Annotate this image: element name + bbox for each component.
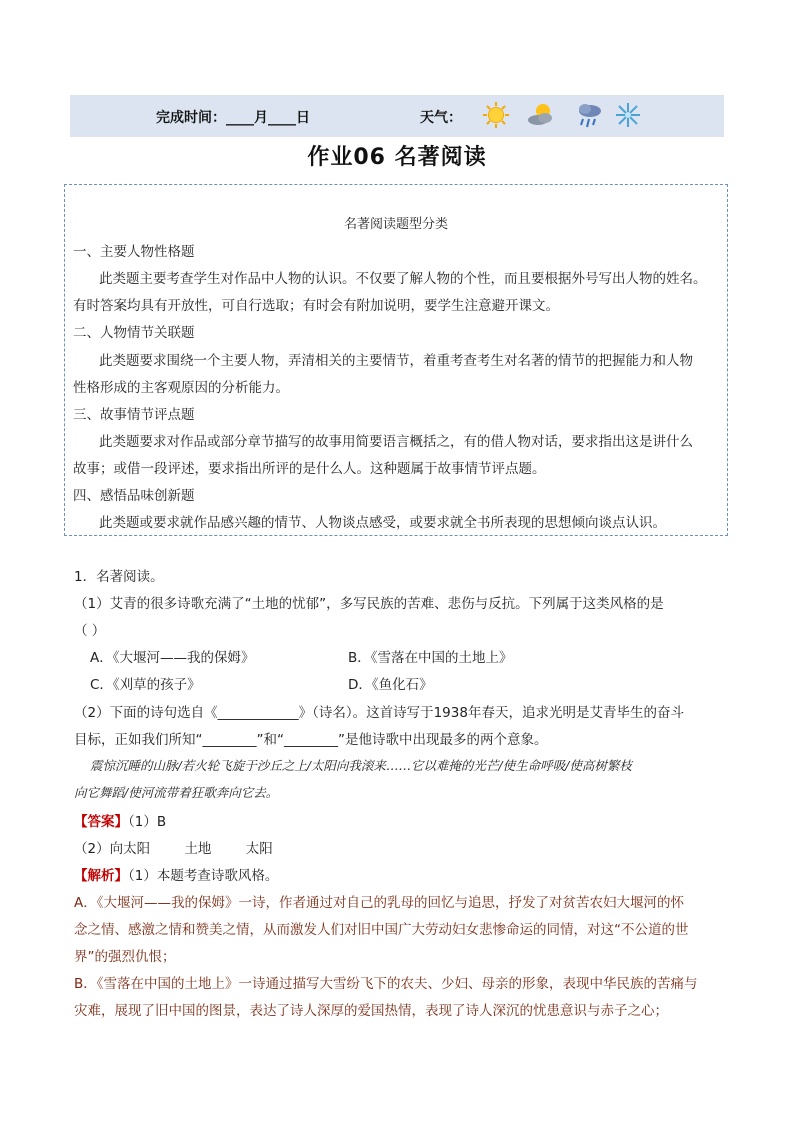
analysis-line: B．《雪落在中国的土地上》一诗通过描写大雪纷飞下的农夫、少妇、母亲的形象，表现中华民族的苦痛与 <box>74 976 698 992</box>
answer-tag: 【答案】 <box>74 814 128 830</box>
question-type-guide-box <box>64 184 728 536</box>
analysis-line: 灾难，展现了旧中国的图景，表达了诗人深厚的爱国热情，表现了诗人深沉的忧患意识与赤子之心； <box>74 1003 668 1019</box>
option-c: C．《刈草的孩子》 <box>90 677 201 693</box>
guide-section-heading: 四、感悟品味创新题 <box>73 488 195 504</box>
guide-paragraph-line: 此类题要求对作品或部分章节描写的故事用简要语言概括之，有的借人物对话，要求指出这是讲什么 <box>99 434 693 450</box>
answer-part1: （1）B <box>128 814 167 830</box>
analysis-intro: （1）本题考查诗歌风格。 <box>128 868 279 884</box>
answer-part2: （2）向太阳 土地 太阳 <box>74 841 273 857</box>
poem-excerpt-line: 向它舞蹈/使河流带着狂歌奔向它去。 <box>74 785 279 800</box>
guide-paragraph-line: 此类题主要考查学生对作品中人物的认识。不仅要了解人物的个性，而且要根据外号写出人物的姓名。 <box>99 271 707 287</box>
header-bar <box>70 95 724 137</box>
sun-icon <box>482 101 510 133</box>
snow-icon <box>614 101 642 133</box>
option-b: B．《雪落在中国的土地上》 <box>348 650 513 666</box>
question-part2-text: 目标，正如我们所知“________”和“________”是他诗歌中出现最多的两个意象。 <box>74 732 548 748</box>
guide-paragraph-line: 故事；或借一段评述，要求指出所评的是什么人。这种题属于故事情节评点题。 <box>73 461 546 477</box>
option-a: A．《大堰河——我的保姆》 <box>90 650 255 666</box>
guide-heading: 名著阅读题型分类 <box>343 217 448 232</box>
guide-section-heading: 一、主要人物性格题 <box>73 244 195 260</box>
weather-label: 天气： <box>420 110 462 126</box>
guide-paragraph-line: 此类题要求围绕一个主要人物，弄清相关的主要情节，着重考查考生对名著的情节的把握能力和人物 <box>99 353 693 369</box>
guide-paragraph-line: 有时答案均具有开放性，可自行选取；有时会有附加说明，要学生注意避开课文。 <box>73 298 559 314</box>
poem-excerpt-line: 震惊沉睡的山脉/若火轮飞旋于沙丘之上/太阳向我滚来……它以难掩的光芒/使生命呼吸/使高树繁枝 <box>90 758 632 773</box>
answer-blank: （ ） <box>74 623 106 639</box>
partly-cloudy-icon <box>526 101 556 133</box>
analysis-tag: 【解析】 <box>74 868 128 884</box>
rain-icon <box>576 101 604 135</box>
question-part1-text: （1）艾青的很多诗歌充满了“土地的忧郁”，多写民族的苦难、悲伤与反抗。下列属于这类风格的是 <box>74 596 664 612</box>
analysis-line: 念之情、感激之情和赞美之情，从而激发人们对旧中国广大劳动妇女悲惨命运的同情，对这“不公道的世 <box>74 922 689 938</box>
question-number: 1．名著阅读。 <box>74 569 164 585</box>
option-d: D．《鱼化石》 <box>348 677 433 693</box>
guide-paragraph-line: 此类题或要求就作品感兴趣的情节、人物谈点感受，或要求就全书所表现的思想倾向谈点认识。 <box>99 515 666 531</box>
guide-section-heading: 二、人物情节关联题 <box>73 325 195 341</box>
analysis-row <box>74 864 278 884</box>
analysis-line: A．《大堰河——我的保姆》一诗，作者通过对自己的乳母的回忆与追思，抒发了对贫苦农妇大堰河的怀 <box>74 895 684 911</box>
answer-row <box>74 810 166 830</box>
guide-paragraph-line: 性格形成的主客观原因的分析能力。 <box>73 380 289 396</box>
question-part2-text: （2）下面的诗句选自《____________》（诗名）。这首诗写于1938年春天，追求光明是艾青毕生的奋斗 <box>74 705 684 721</box>
analysis-line: 界”的强烈仇恨； <box>74 949 176 965</box>
page-title: 作业06 名著阅读 <box>307 145 487 170</box>
date-label: 完成时间：____月____日 <box>156 110 310 126</box>
guide-section-heading: 三、故事情节评点题 <box>73 407 195 423</box>
